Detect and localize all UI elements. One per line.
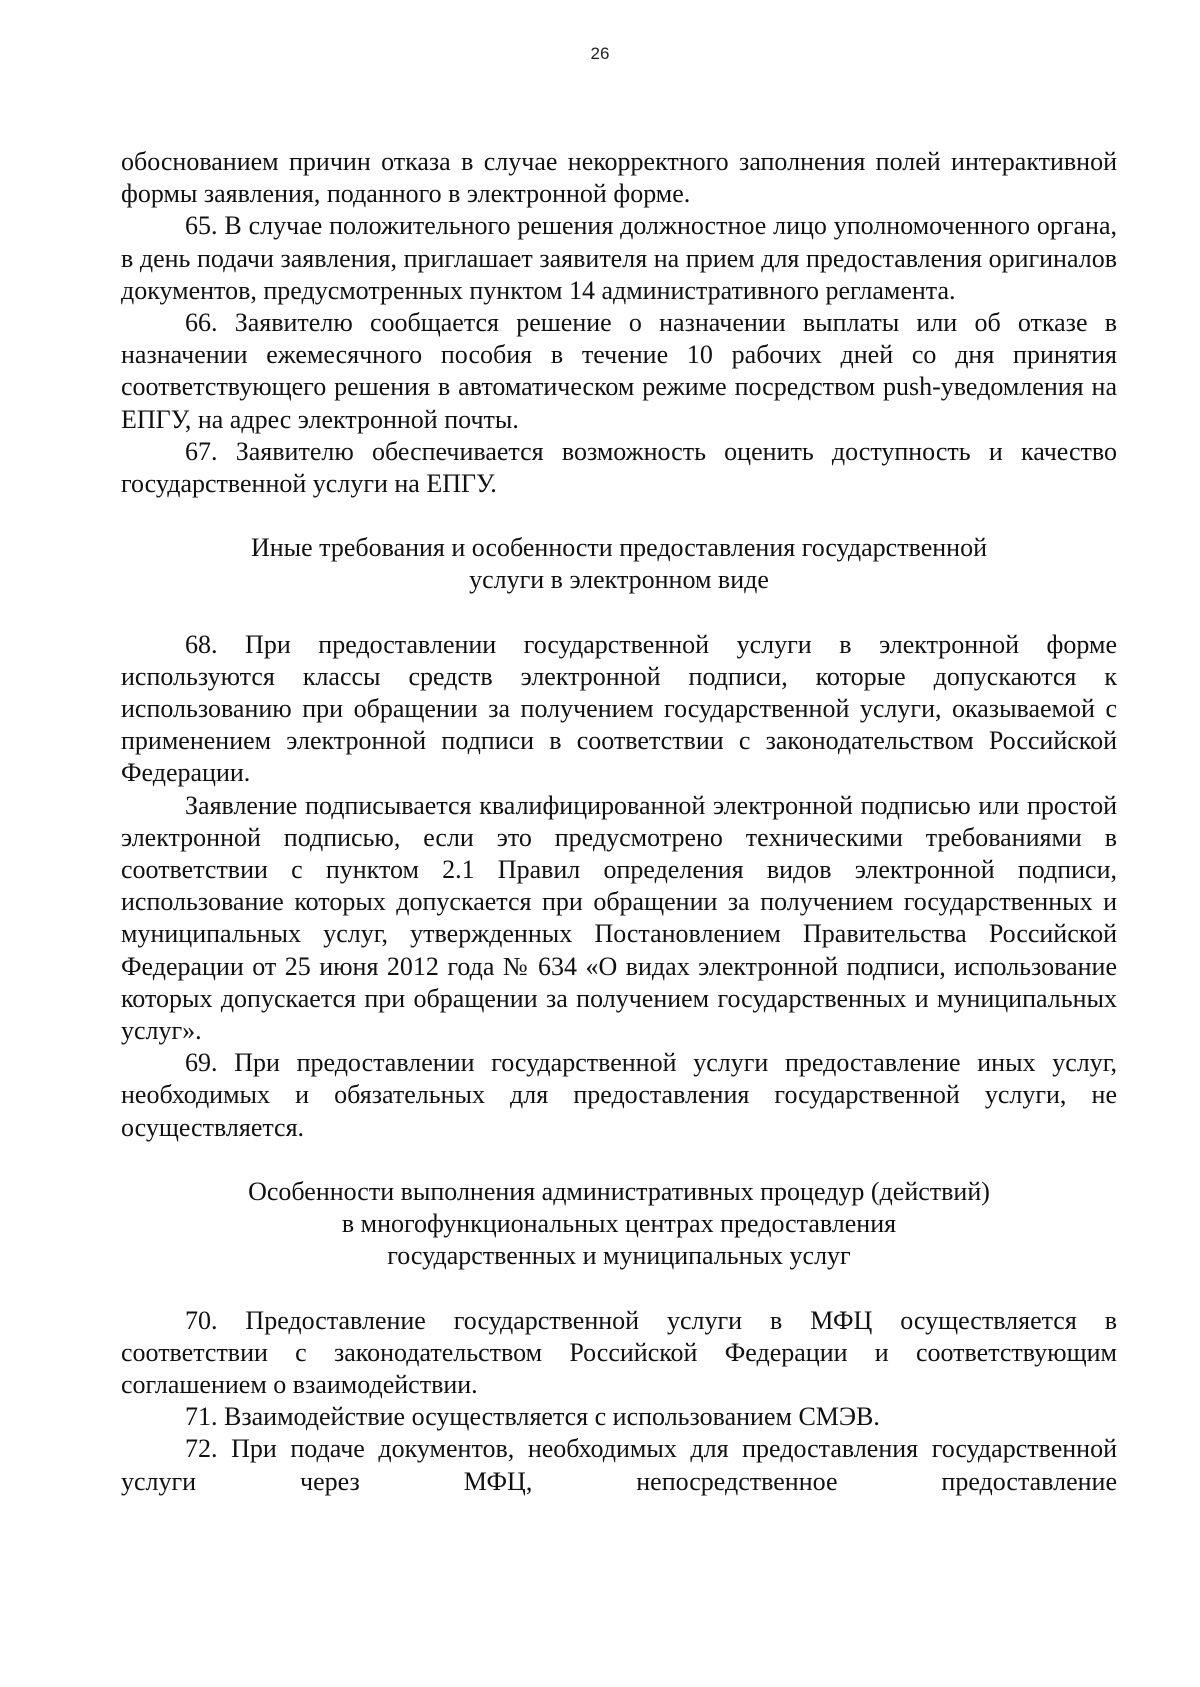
heading-line: в многофункциональных центрах предоставления	[341, 1209, 897, 1239]
paragraph-68: 68. При предоставлении государственной услуги в электронной форме используются классы средств электронной подписи, которые допускаются к использованию при обращении за получением государственной услуги, оказываемой с применением электронной подписи в соответствии с законодательством Российской Федерации.	[121, 629, 1117, 788]
document-body	[121, 146, 1117, 1498]
heading-line: Особенности выполнения административных процедур (действий)	[248, 1176, 990, 1206]
paragraph-66: 66. Заявителю сообщается решение о назначении выплаты или об отказе в назначении ежемесячного пособия в течение 10 рабочих дней со дня принятия соответствующего решения в автоматическом режиме посредством push-уведомления на ЕПГУ, на адрес электронной почты.	[121, 308, 1117, 434]
heading-line: государственных и муниципальных услуг	[387, 1241, 851, 1271]
section-heading-mfc	[121, 1176, 1117, 1273]
paragraph-69: 69. При предоставлении государственной услуги предоставление иных услуг, необходимых и обязательных для предоставления государственной услуги, не осуществляется.	[121, 1048, 1117, 1142]
paragraph-continuation: обоснованием причин отказа в случае некорректного заполнения полей интерактивной формы заявления, поданного в электронной форме.	[121, 147, 1117, 209]
paragraph-signature: Заявление подписывается квалифицированной электронной подписью или простой электронной подписью, если это предусмотрено техническими требованиями в соответствии с пунктом 2.1 Правил определения видов электронной подписи, использование которых допускается при обращении за получением государственных и муниципальных услуг, утвержденных Постановлением Правительства Российской Федерации от 25 июня 2012 года № 634 «О видах электронной подписи, использование которых допускается при обращении за получением государственных и муниципальных услуг».	[121, 790, 1117, 1046]
paragraph-71: 71. Взаимодействие осуществляется с использованием СМЭВ.	[185, 1402, 880, 1432]
paragraph-72: 72. При подаче документов, необходимых для предоставления государственной услуги через МФЦ, непосредственное предоставление	[121, 1434, 1117, 1496]
section-heading-electronic	[121, 532, 1117, 596]
paragraph-65: 65. В случае положительного решения должностное лицо уполномоченного органа, в день подачи заявления, приглашает заявителя на прием для предоставления оригиналов документов, предусмотренных пунктом 14 административного регламента.	[121, 211, 1117, 305]
heading-line: услуги в электронном виде	[469, 565, 769, 595]
paragraph-70: 70. Предоставление государственной услуги в МФЦ осуществляется в соответствии с законодательством Российской Федерации и соответствующим соглашением о взаимодействии.	[121, 1305, 1117, 1399]
paragraph-67: 67. Заявителю обеспечивается возможность оценить доступность и качество государственной услуги на ЕПГУ.	[121, 436, 1117, 499]
heading-line: Иные требования и особенности предоставления государственной	[250, 533, 987, 563]
page-number: 26	[590, 44, 610, 63]
